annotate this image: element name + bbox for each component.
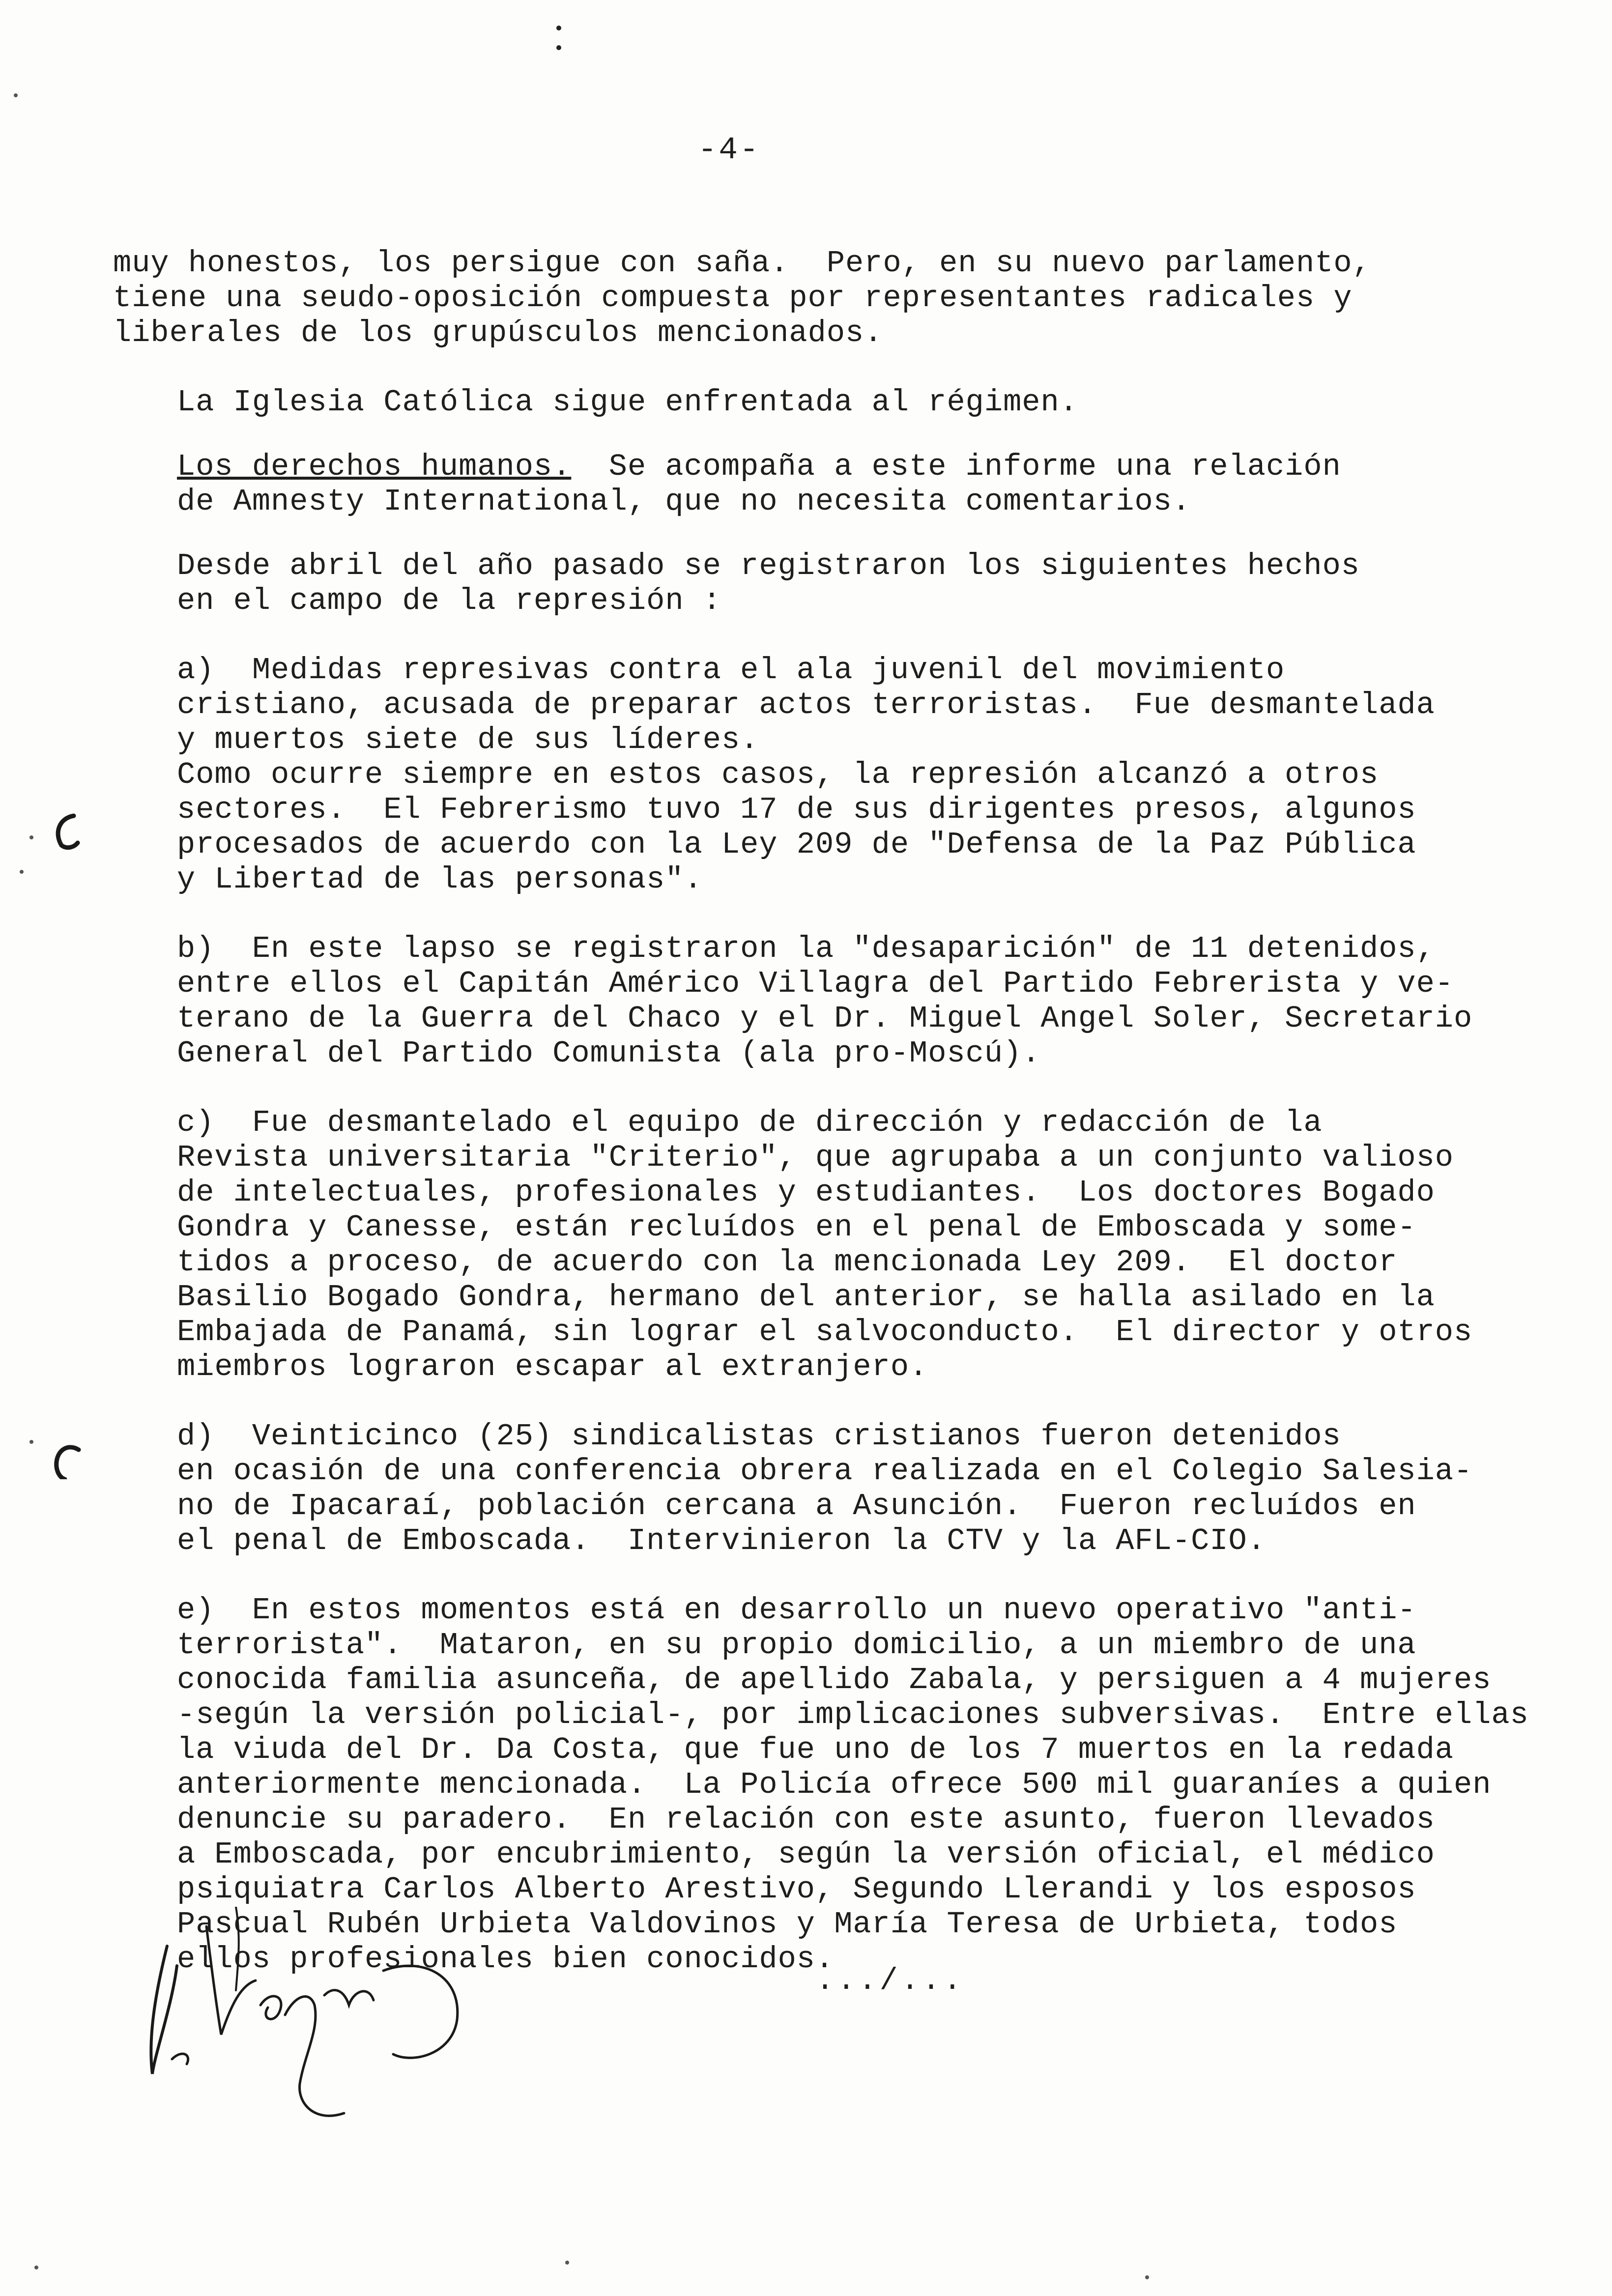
scan-top-mark (556, 26, 561, 55)
signature (138, 1907, 482, 2138)
scan-speck (20, 870, 24, 874)
paragraph-human-rights (113, 449, 1538, 519)
scan-speck (29, 835, 33, 839)
scan-speck (1145, 2275, 1149, 2279)
continuation-mark: .../... (816, 1963, 965, 1998)
item-a: a) Medidas represivas contra el ala juvenil del movimiento cristiano, acusada de preparar actos terroristas. Fue desmantelada y muertos siete de sus líderes. (177, 653, 1435, 757)
page-number: -4- (698, 133, 761, 168)
scan-speck (14, 93, 18, 97)
item-a-continued: Como ocurre siempre en estos casos, la represión alcanzó a otros sectores. El Febrerismo tuvo 17 de sus dirigentes presos, algunos procesados de acuerdo con la Ley 209 de "Defensa de la Paz Pública y Libertad de las personas". (177, 757, 1416, 897)
section-title-human-rights: Los derechos humanos. (177, 449, 572, 484)
scan-speck (29, 1440, 33, 1444)
paragraph-church: La Iglesia Católica sigue enfrentada al régimen. (177, 385, 1078, 420)
item-b: b) En este lapso se registraron la "desaparición" de 11 detenidos, entre ellos el Capitán Américo Villagra del Partido Febrerista y ve- terano de la Guerra del Chaco y el Dr. Miguel Angel Soler, Secretario General del Partido Comunista (ala pro-Moscú). (177, 931, 1473, 1071)
human-rights-text: Se acompaña a este informe una relación de Amnesty International, que no necesita comentarios. (177, 449, 1341, 519)
scan-speck (565, 2261, 569, 2265)
item-d: d) Veinticinco (25) sindicalistas cristianos fueron detenidos en ocasión de una conferencia obrera realizada en el Colegio Salesia- no de Ipacaraí, población cercana a Asunción. Fueron recluídos en el penal de Emboscada. Intervinieron la CTV y la AFL-CIO. (177, 1419, 1473, 1558)
paragraph-intro: muy honestos, los persigue con saña. Pero, en su nuevo parlamento, tiene una seudo-oposición compuesta por representantes radicales y liberales de los grupúsculos mencionados. (113, 246, 1371, 350)
margin-punch-mark (49, 1440, 84, 1479)
scan-speck (34, 2266, 38, 2269)
paragraph-repression-intro: Desde abril del año pasado se registraron los siguientes hechos en el campo de la represión : (177, 548, 1360, 618)
item-c: c) Fue desmantelado el equipo de dirección y redacción de la Revista universitaria "Criterio", que agrupaba a un conjunto valioso de intelectuales, profesionales y estudiantes. Los doctores Bogado Gondra y Canesse, están recluídos en el penal de Emboscada y some- tidos a proceso, de acuerdo con la mencionada Ley 209. El doctor Basilio Bogado Gondra, hermano del anterior, se halla asilado en la Embajada de Panamá, sin lograr el salvoconducto. El director y otros miembros lograron escapar al extranjero. (177, 1105, 1473, 1384)
document-body (113, 246, 1538, 1977)
margin-punch-mark (49, 811, 84, 850)
item-e: e) En estos momentos está en desarrollo un nuevo operativo "anti- terrorista". Mataron, en su propio domicilio, a un miembro de una conocida familia asunceña, de apellido Zabala, y persiguen a 4 mujeres -según la versión policial-, por implicaciones subversivas. Entre ellas la viuda del Dr. Da Costa, que fue uno de los 7 muertos en la redada anteriormente mencionada. La Policía ofrece 500 mil guaraníes a quien denuncie su paradero. En relación con este asunto, fueron llevados a Emboscada, por encubrimiento, según la versión oficial, el médico psiquiatra Carlos Alberto Arestivo, Segundo Llerandi y los esposos Pascual Rubén Urbieta Valdovinos y María Teresa de Urbieta, todos ellos profesionales bien conocidos. (177, 1593, 1529, 1977)
